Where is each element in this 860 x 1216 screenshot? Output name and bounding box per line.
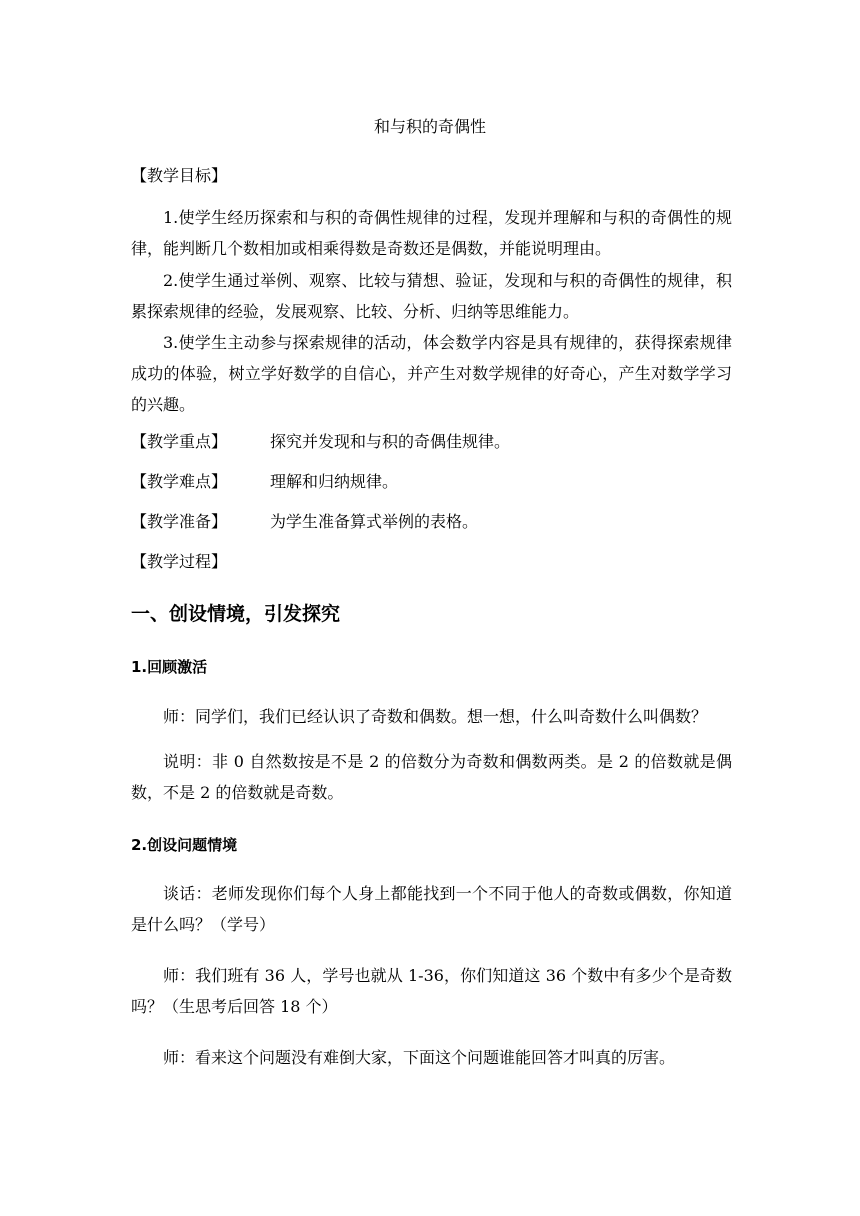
teacher-question-paragraph: 师：同学们，我们已经认识了奇数和偶数。想一想，什么叫奇数什么叫偶数？ bbox=[163, 707, 708, 726]
key-point-label: 【教学重点】 bbox=[131, 432, 228, 451]
key-point-value: 探究并发现和与积的奇偶佳规律。 bbox=[270, 432, 511, 451]
preparation-label: 【教学准备】 bbox=[131, 512, 228, 531]
objectives-label: 【教学目标】 bbox=[131, 166, 228, 185]
challenge-paragraph: 师：看来这个问题没有难倒大家，下面这个问题谁能回答才叫真的厉害。 bbox=[163, 1048, 676, 1067]
subsection-1-heading: 1.回顾激活 bbox=[131, 658, 208, 676]
explanation-paragraph: 说明：非 0 自然数按是不是 2 的倍数分为奇数和偶数两类。是 2 的倍数就是偶数，不是 2 的倍数就是奇数。 bbox=[131, 752, 732, 802]
process-label: 【教学过程】 bbox=[131, 552, 228, 571]
subsection-2-heading: 2.创设问题情境 bbox=[131, 836, 238, 854]
section-1-heading: 一、创设情境，引发探究 bbox=[131, 603, 341, 625]
objective-3: 3.使学生主动参与探索规律的活动，体会数学内容是具有规律的，获得探索规律成功的体验，树立学好数学的自信心，并产生对数学规律的好奇心，产生对数学学习的兴趣。 bbox=[131, 333, 732, 414]
class-size-paragraph: 师：我们班有 36 人，学号也就从 1-36，你们知道这 36 个数中有多少个是奇数吗？（生思考后回答 18 个） bbox=[131, 966, 732, 1016]
document-title: 和与积的奇偶性 bbox=[373, 117, 486, 136]
difficulty-label: 【教学难点】 bbox=[131, 472, 228, 491]
dialogue-paragraph: 谈话：老师发现你们每个人身上都能找到一个不同于他人的奇数或偶数，你知道是什么吗？（学号） bbox=[131, 884, 732, 934]
preparation-value: 为学生准备算式举例的表格。 bbox=[270, 512, 479, 531]
difficulty-value: 理解和归纳规律。 bbox=[270, 472, 399, 491]
objective-1: 1.使学生经历探索和与积的奇偶性规律的过程，发现并理解和与积的奇偶性的规律，能判断几个数相加或相乘得数是奇数还是偶数，并能说明理由。 bbox=[131, 208, 732, 258]
objective-2: 2.使学生通过举例、观察、比较与猜想、验证，发现和与积的奇偶性的规律，积累探索规律的经验，发展观察、比较、分析、归纳等思维能力。 bbox=[131, 271, 732, 321]
